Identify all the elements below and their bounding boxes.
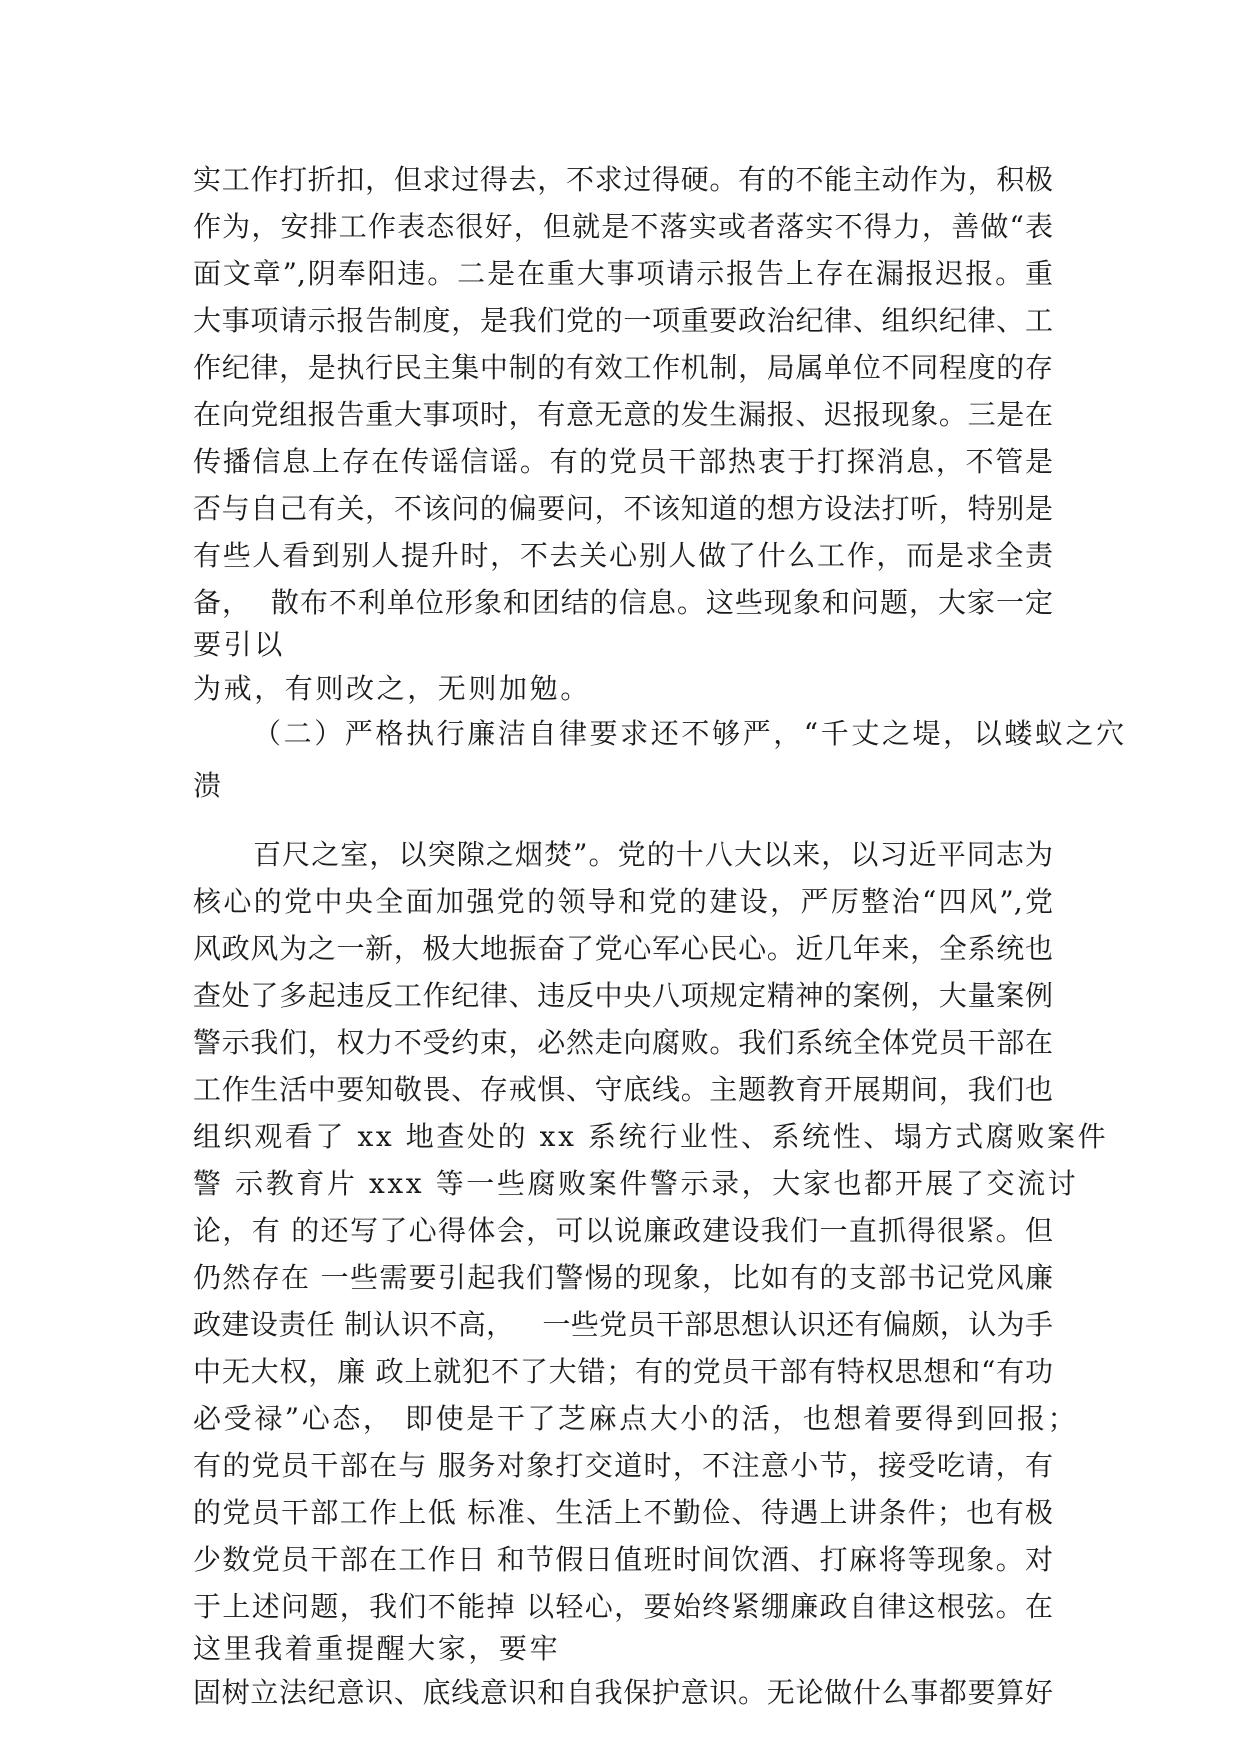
text-line: 必受禄”心态， 即使是干了芝麻点大小的活，也想着要得到回报； <box>193 1402 1079 1435</box>
text-line: 风政风为之一新，极大地振奋了党心军心民心。近几年来，全系统也 <box>193 932 1053 965</box>
text-line: 这里我着重提醒大家，要牢 <box>193 1632 561 1665</box>
text-line: 在向党组报告重大事项时，有意无意的发生漏报、迟报现象。三是在 <box>193 398 1053 431</box>
text-line: 大事项请示报告制度，是我们党的一项重要政治纪律、组织纪律、工 <box>193 304 1053 337</box>
text-line: 组织观看了 xx 地查处的 xx 系统行业性、系统性、塌方式腐败案件 <box>193 1120 1109 1153</box>
text-line: 论，有 的还写了心得体会，可以说廉政建设我们一直抓得很紧。但 <box>193 1214 1053 1247</box>
text-line: 工作生活中要知敬畏、存戒惧、守底线。主题教育开展期间，我们也 <box>193 1073 1053 1106</box>
text-line: 仍然存在 一些需要引起我们警惕的现象，比如有的支部书记党风廉 <box>193 1261 1053 1294</box>
text-line: 为戒，有则改之，无则加勉。 <box>193 672 591 705</box>
text-line: 的党员干部工作上低 标准、生活上不勤俭、待遇上讲条件；也有极 <box>193 1496 1053 1529</box>
text-line: 备， 散布不利单位形象和团结的信息。这些现象和问题，大家一定 <box>193 586 1053 619</box>
text-line: 核心的党中央全面加强党的领导和党的建设，严厉整治“四风”,党 <box>193 885 1053 918</box>
text-line: 固树立法纪意识、底线意识和自我保护意识。无论做什么事都要算好 <box>193 1676 1053 1709</box>
text-line: 否与自己有关，不该问的偏要问，不该知道的想方设法打听，特别是 <box>193 492 1053 525</box>
text-line: 有些人看到别人提升时，不去关心别人做了什么工作，而是求全责 <box>193 539 1053 572</box>
text-line: 政建设责任 制认识不高， 一些党员干部思想认识还有偏颇，认为手 <box>193 1308 1053 1341</box>
text-line: 实工作打折扣，但求过得去，不求过得硬。有的不能主动作为，积极 <box>193 163 1053 196</box>
text-line: 警示我们，权力不受约束，必然走向腐败。我们系统全体党员干部在 <box>193 1026 1053 1059</box>
text-line: 要引以 <box>193 628 285 661</box>
text-line: 作为，安排工作表态很好，但就是不落实或者落实不得力，善做“表 <box>193 210 1053 243</box>
text-line: 查处了多起违反工作纪律、违反中央八项规定精神的案例，大量案例 <box>193 979 1053 1012</box>
text-line: 中无大权，廉 政上就犯不了大错；有的党员干部有特权思想和“有功 <box>193 1355 1053 1388</box>
text-line: 警 示教育片 xxx 等一些腐败案件警示录，大家也都开展了交流讨 <box>193 1167 1079 1200</box>
text-line: 传播信息上存在传谣信谣。有的党员干部热衷于打探消息，不管是 <box>193 445 1053 478</box>
text-line: 于上述问题，我们不能掉 以轻心，要始终紧绷廉政自律这根弦。在 <box>193 1590 1053 1623</box>
text-line: 百尺之室，以突隙之烟焚”。党的十八大以来，以习近平同志为 <box>253 838 1053 871</box>
section-heading: （二）严格执行廉洁自律要求还不够严，“千丈之堤，以蝼蚁之穴 <box>253 717 1127 750</box>
text-line: 面文章”,阴奉阳违。二是在重大事项请示报告上存在漏报迟报。重 <box>193 257 1053 290</box>
text-line: 少数党员干部在工作日 和节假日值班时间饮酒、打麻将等现象。对 <box>193 1543 1053 1576</box>
text-line: 溃 <box>193 769 224 802</box>
text-line: 有的党员干部在与 服务对象打交道时，不注意小节，接受吃请，有 <box>193 1449 1053 1482</box>
text-line: 作纪律，是执行民主集中制的有效工作机制，局属单位不同程度的存 <box>193 351 1053 384</box>
